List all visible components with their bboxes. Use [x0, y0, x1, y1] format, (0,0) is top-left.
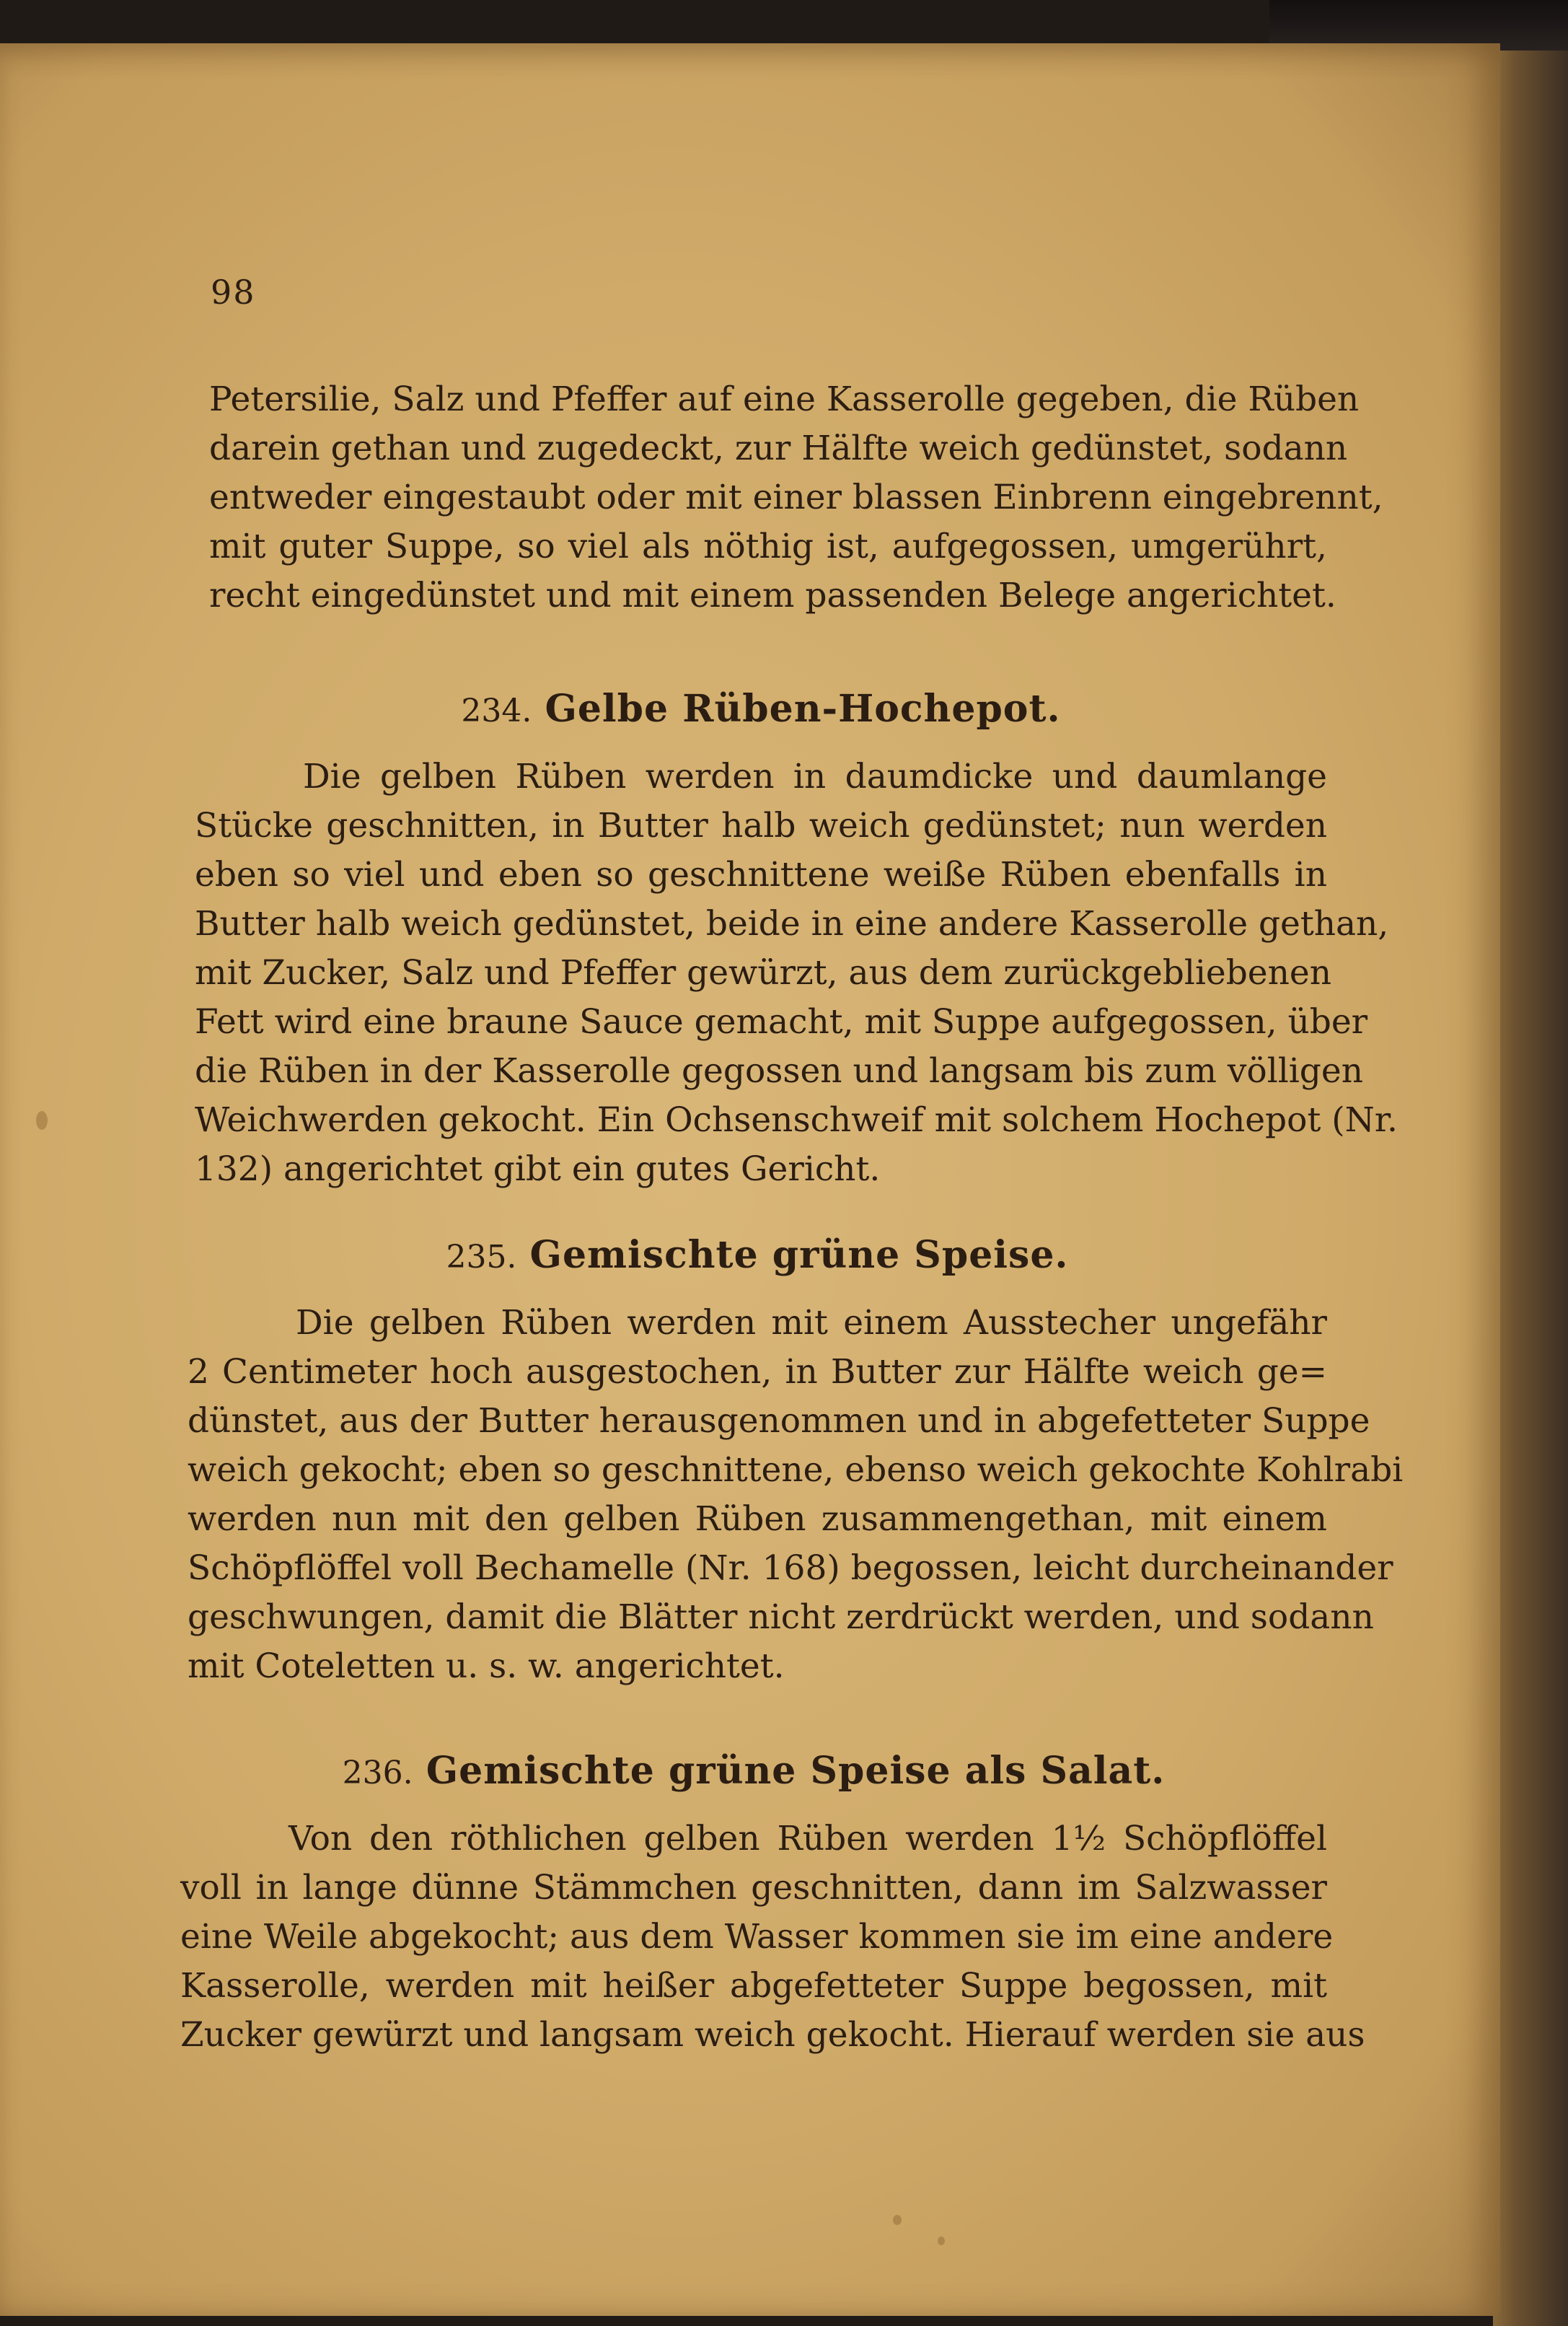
recipe-number: 236.: [342, 1755, 413, 1791]
recipe-number: 235.: [446, 1239, 517, 1276]
recipe-235: [188, 1230, 1404, 1691]
paragraph: [195, 752, 1398, 1194]
text-line: mit guter Suppe, so viel als nöthig ist, aufgegossen, umgerührt,: [209, 527, 1327, 566]
text-line: eine Weile abgekocht; aus dem Wasser kommen sie im eine andere: [180, 1917, 1334, 1957]
recipe-234: [195, 684, 1398, 1194]
recipe-title: Gelbe Rüben-Hochepot.: [545, 687, 1061, 731]
text-line: Schöpflöffel voll Bechamelle (Nr. 168) begossen, leicht durcheinander: [188, 1548, 1393, 1588]
intro-paragraph: [209, 375, 1383, 620]
text-line: werden nun mit den gelben Rüben zusammengethan, mit einem: [188, 1499, 1327, 1539]
text-line: Die gelben Rüben werden in daumdicke und daumlange: [303, 757, 1327, 796]
text-line: 2 Centimeter hoch ausgestochen, in Butter zur Hälfte weich ge=: [188, 1352, 1327, 1392]
text-line: geschwungen, damit die Blätter nicht zerdrückt werden, und sodann: [188, 1597, 1374, 1637]
stain-mark: [893, 2215, 902, 2225]
text-line: dünstet, aus der Butter herausgenommen und in abgefetteter Suppe: [188, 1401, 1370, 1441]
text-line: 132) angerichtet gibt ein gutes Gericht.: [195, 1149, 881, 1189]
text-line: recht eingedünstet und mit einem passenden Belege angerichtet.: [209, 576, 1336, 615]
text-line: Butter halb weich gedünstet, beide in eine andere Kasserolle gethan,: [195, 904, 1389, 944]
page-edge: [1493, 51, 1568, 2326]
stain-mark: [36, 1111, 48, 1130]
text-line: Fett wird eine braune Sauce gemacht, mit Suppe aufgegossen, über: [195, 1002, 1368, 1042]
recipe-title: Gemischte grüne Speise.: [529, 1233, 1069, 1277]
text-line: die Rüben in der Kasserolle gegossen und langsam bis zum völligen: [195, 1051, 1363, 1091]
recipe-heading: [180, 1746, 1327, 1799]
text-line: mit Coteletten u. s. w. angerichtet.: [188, 1646, 785, 1686]
text-line: Die gelben Rüben werden mit einem Ausstecher ungefähr: [296, 1303, 1327, 1343]
text-line: mit Zucker, Salz und Pfeffer gewürzt, aus dem zurückgebliebenen: [195, 953, 1331, 993]
text-line: eben so viel und eben so geschnittene weiße Rüben ebenfalls in: [195, 855, 1327, 895]
recipe-236: [180, 1746, 1365, 2060]
recipe-heading: [188, 1230, 1327, 1283]
text-line: weich gekocht; eben so geschnittene, ebenso weich gekochte Kohlrabi: [188, 1450, 1404, 1490]
text-line: voll in lange dünne Stämmchen geschnitten, dann im Salzwasser: [180, 1868, 1327, 1908]
text-line: entweder eingestaubt oder mit einer blassen Einbrenn eingebrennt,: [209, 478, 1383, 517]
text-line: Weichwerden gekocht. Ein Ochsenschweif mit solchem Hochepot (Nr.: [195, 1100, 1398, 1140]
text-line: Stücke geschnitten, in Butter halb weich gedünstet; nun werden: [195, 806, 1327, 846]
paragraph: [188, 1299, 1404, 1691]
recipe-number: 234.: [461, 693, 532, 729]
text-line: Von den röthlichen gelben Rüben werden 1½ Schöpflöffel: [289, 1819, 1327, 1858]
recipe-heading: [195, 684, 1327, 737]
text-line: darein gethan und zugedeckt, zur Hälfte weich gedünstet, sodann: [209, 429, 1348, 468]
paragraph: [180, 1814, 1365, 2060]
stain-mark: [938, 2237, 945, 2245]
recipe-title: Gemischte grüne Speise als Salat.: [426, 1749, 1166, 1793]
text-line: Petersilie, Salz und Pfeffer auf eine Kasserolle gegeben, die Rüben: [209, 379, 1360, 419]
text-line: Kasserolle, werden mit heißer abgefetteter Suppe begossen, mit: [180, 1966, 1327, 2006]
text-line: Zucker gewürzt und langsam weich gekocht. Hierauf werden sie aus: [180, 2015, 1365, 2055]
page-number: 98: [211, 273, 256, 312]
paragraph: [209, 375, 1383, 620]
